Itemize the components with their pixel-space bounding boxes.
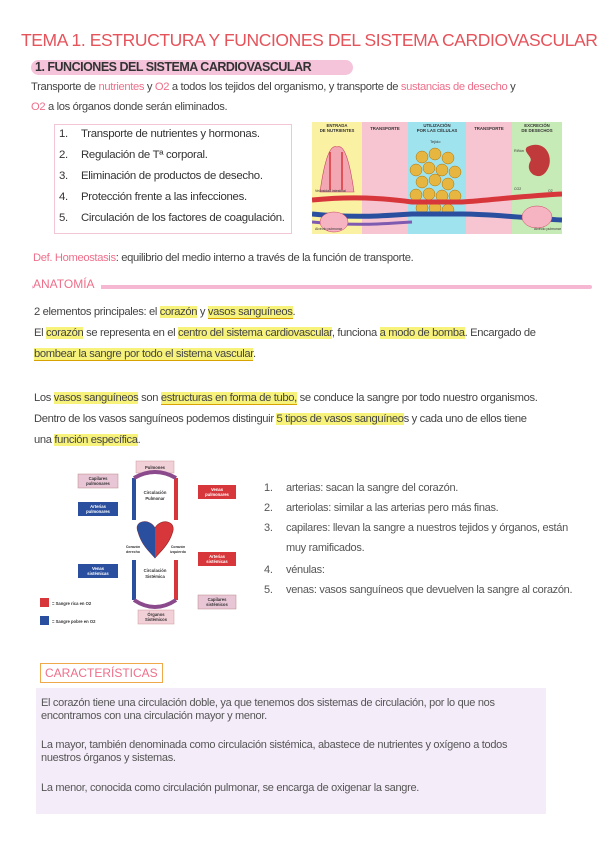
vessel-item [264, 522, 568, 534]
list-number: 2. [264, 502, 273, 514]
list-text: muy ramificados. [286, 542, 365, 554]
text: . [252, 348, 256, 360]
anatomia-p1 [34, 302, 295, 322]
intro-line-1 [31, 77, 515, 97]
list-number: 4. [264, 564, 273, 576]
fig-col-transporte-2: TRANSPORTE [474, 126, 504, 131]
list-number: 1. [59, 128, 68, 140]
svg-text:izquierdo: izquierdo [170, 550, 186, 554]
list-number: 1. [264, 482, 273, 494]
legend-rich: = Sangre rica en O2 [52, 601, 92, 606]
svg-text:Pulmonar: Pulmonar [145, 496, 165, 501]
car-p2-line1: La mayor, también denominada como circulación sistémica, abastece de nutrientes y oxígeno a todos [41, 739, 508, 751]
list-text: Eliminación de productos de desecho. [81, 170, 263, 182]
highlight: corazón [46, 327, 84, 339]
diag-capilares-pulmonares: Capilares [88, 476, 108, 481]
svg-text:DE DESECHOS: DE DESECHOS [521, 128, 553, 133]
legend-rich-swatch [40, 598, 49, 607]
text: s y cada uno de ellos tiene [403, 413, 527, 425]
section-divider [32, 285, 592, 289]
highlight: corazón [159, 306, 198, 318]
legend-poor-swatch [40, 616, 49, 625]
diag-arterias-sistemicas: Arterias [209, 554, 225, 559]
highlight: bombear la sangre por todo el sistema vascular [34, 348, 253, 360]
list-text: Regulación de Tª corporal. [81, 149, 208, 161]
diag-pulmones: Pulmones [144, 465, 166, 470]
text: El [34, 327, 47, 339]
list-text: Circulación de los factores de coagulación. [81, 212, 285, 224]
keyword-o2: O2 [154, 81, 170, 93]
text: 2 elementos principales: el [34, 306, 160, 318]
list-number: 4. [59, 191, 68, 203]
list-item [59, 149, 208, 161]
text: son [138, 392, 161, 404]
keyword-nutrientes: nutrientes [98, 81, 145, 93]
circulation-diagram [38, 460, 240, 635]
fig-col-utilizacion: UTILIZACIÓN [423, 123, 451, 128]
text: y [144, 81, 155, 93]
vessel-item [264, 584, 572, 596]
anatomia-p2-line1 [34, 323, 536, 343]
svg-text:Sistémica: Sistémica [145, 574, 165, 579]
list-text: Protección frente a las infecciones. [81, 191, 247, 203]
svg-text:POR LAS CÉLULAS: POR LAS CÉLULAS [416, 128, 458, 133]
car-p1-line1: El corazón tiene una circulación doble, ya que tenemos dos sistemas de circulación, por lo que nos [41, 697, 495, 709]
text: se conduce la sangre por todo nuestro organismos. [296, 392, 538, 404]
list-text: Transporte de nutrientes y hormonas. [81, 128, 260, 140]
caracteristicas-heading: CARACTERÍSTICAS [40, 663, 163, 683]
fig-label-o2: O2 [548, 189, 553, 193]
transport-figure [312, 122, 562, 234]
list-item [59, 212, 285, 224]
fig-label-alveolo-right: Alvéolo pulmonar [534, 227, 562, 231]
diag-corazon-izquierdo: Corazón [170, 545, 186, 549]
vessel-item [264, 564, 325, 576]
text: una [34, 434, 55, 446]
fig-label-rinon: Riñón [514, 149, 524, 153]
text: . [292, 306, 296, 318]
text: , funciona [331, 327, 380, 339]
diag-organos-sistemicos: Órganos [147, 612, 165, 617]
text: Los [34, 392, 54, 404]
highlight: vasos sanguíneos [207, 306, 293, 318]
list-number: 2. [59, 149, 68, 161]
car-p3: La menor, conocida como circulación pulmonar, se encarga de oxigenar la sangre. [41, 782, 420, 794]
highlight: 5 tipos de vasos sanguíneo [276, 413, 404, 425]
text: a todos los tejidos del organismo, y transporte de [169, 81, 401, 93]
diag-circulacion-pulmonar: Circulación [143, 490, 167, 495]
diag-capilares-sistemicos: Capilares [207, 597, 227, 602]
definition-label: Def. Homeostasis [33, 252, 116, 264]
vessel-item [264, 482, 458, 494]
diag-venas-pulmonares: Venas [210, 487, 224, 492]
page-title: TEMA 1. ESTRUCTURA Y FUNCIONES DEL SISTEMA CARDIOVASCULAR [21, 30, 598, 50]
highlight: función específica [54, 434, 138, 446]
highlight: a modo de bomba [379, 327, 465, 339]
text: . [137, 434, 141, 446]
legend-poor: = Sangre pobre en O2 [52, 619, 96, 624]
anatomia-heading: ANATOMÍA [33, 277, 101, 291]
svg-text:Sistémicos: Sistémicos [144, 617, 168, 622]
svg-text:sistémicas: sistémicas [87, 571, 109, 576]
caracteristicas-box [36, 688, 546, 814]
diag-circulacion-sistemica: Circulación [143, 568, 167, 573]
svg-text:derecho: derecho [126, 550, 140, 554]
text: Transporte de [31, 81, 99, 93]
car-p1-line2: encontramos con una circulación mayor y menor. [41, 710, 267, 722]
list-item [59, 170, 263, 182]
svg-text:pulmonares: pulmonares [86, 481, 110, 486]
keyword-sustancias-desecho: sustancias de desecho [400, 81, 508, 93]
text: Dentro de los vasos sanguíneos podemos distinguir [34, 413, 277, 425]
definition-text: : equilibrio del medio interno a través de la función de transporte. [115, 252, 414, 264]
svg-text:sistémicos: sistémicos [206, 602, 228, 607]
fig-col-excrecion: EXCRECIÓN [524, 123, 550, 128]
section-heading-text: 1. FUNCIONES DEL SISTEMA CARDIOVASCULAR [35, 60, 312, 74]
list-text: arterias: sacan la sangre del corazón. [286, 482, 459, 494]
list-text: arteriolas: similar a las arterias pero más finas. [286, 502, 499, 514]
intro-line-2 [31, 97, 227, 117]
anatomia-p3-line1 [34, 388, 537, 408]
alveolus-right [522, 206, 552, 228]
list-text: capilares: llevan la sangre a nuestros tejidos y órganos, están [286, 522, 568, 534]
list-text: venas: vasos sanguíneos que devuelven la sangre al corazón. [286, 584, 573, 596]
anatomia-p3-line2 [34, 409, 527, 429]
text: y [507, 81, 516, 93]
diag-venas-sistemicas: Venas [91, 566, 105, 571]
text: y [197, 306, 208, 318]
list-number: 5. [59, 212, 68, 224]
list-number: 5. [264, 584, 273, 596]
fig-label-tejido: Tejido [430, 139, 441, 144]
highlight: estructuras en forma de tubo, [160, 392, 297, 404]
fig-col-entrada: ENTRADA [326, 123, 348, 128]
text: se representa en el [83, 327, 179, 339]
svg-text:DE NUTRIENTES: DE NUTRIENTES [319, 128, 355, 133]
fig-col-transporte: TRANSPORTE [370, 126, 400, 131]
list-item [59, 128, 260, 140]
text: . Encargado de [464, 327, 536, 339]
svg-text:pulmonares: pulmonares [86, 509, 110, 514]
svg-text:sistémicas: sistémicas [206, 559, 228, 564]
fig-label-co2: CO2 [514, 187, 522, 191]
diag-arterias-pulmonares: Arterias [90, 504, 106, 509]
highlight: vasos sanguíneos [53, 392, 139, 404]
text: a los órganos donde serán eliminados. [45, 101, 228, 113]
svg-text:pulmonares: pulmonares [205, 492, 229, 497]
vessel-item [264, 502, 498, 514]
keyword-o2: O2 [31, 101, 46, 113]
definition-homeostasis [33, 248, 413, 268]
fig-label-alveolo-left: Alvéolo pulmonar [315, 227, 343, 231]
list-number: 3. [59, 170, 68, 182]
vessel-item [264, 542, 364, 554]
fig-label-vellosidad: Vellosidad intestinal [315, 189, 346, 193]
anatomia-p3-line3 [34, 430, 140, 450]
highlight: centro del sistema cardiovascular [178, 327, 332, 339]
list-number: 3. [264, 522, 273, 534]
list-text: vénulas: [286, 564, 325, 576]
anatomia-p2-line2 [34, 344, 256, 364]
diag-corazon-derecho: Corazón [125, 545, 141, 549]
car-p2-line2: nuestros órganos y sistemas. [41, 752, 176, 764]
list-item [59, 191, 247, 203]
functions-list [54, 124, 292, 234]
